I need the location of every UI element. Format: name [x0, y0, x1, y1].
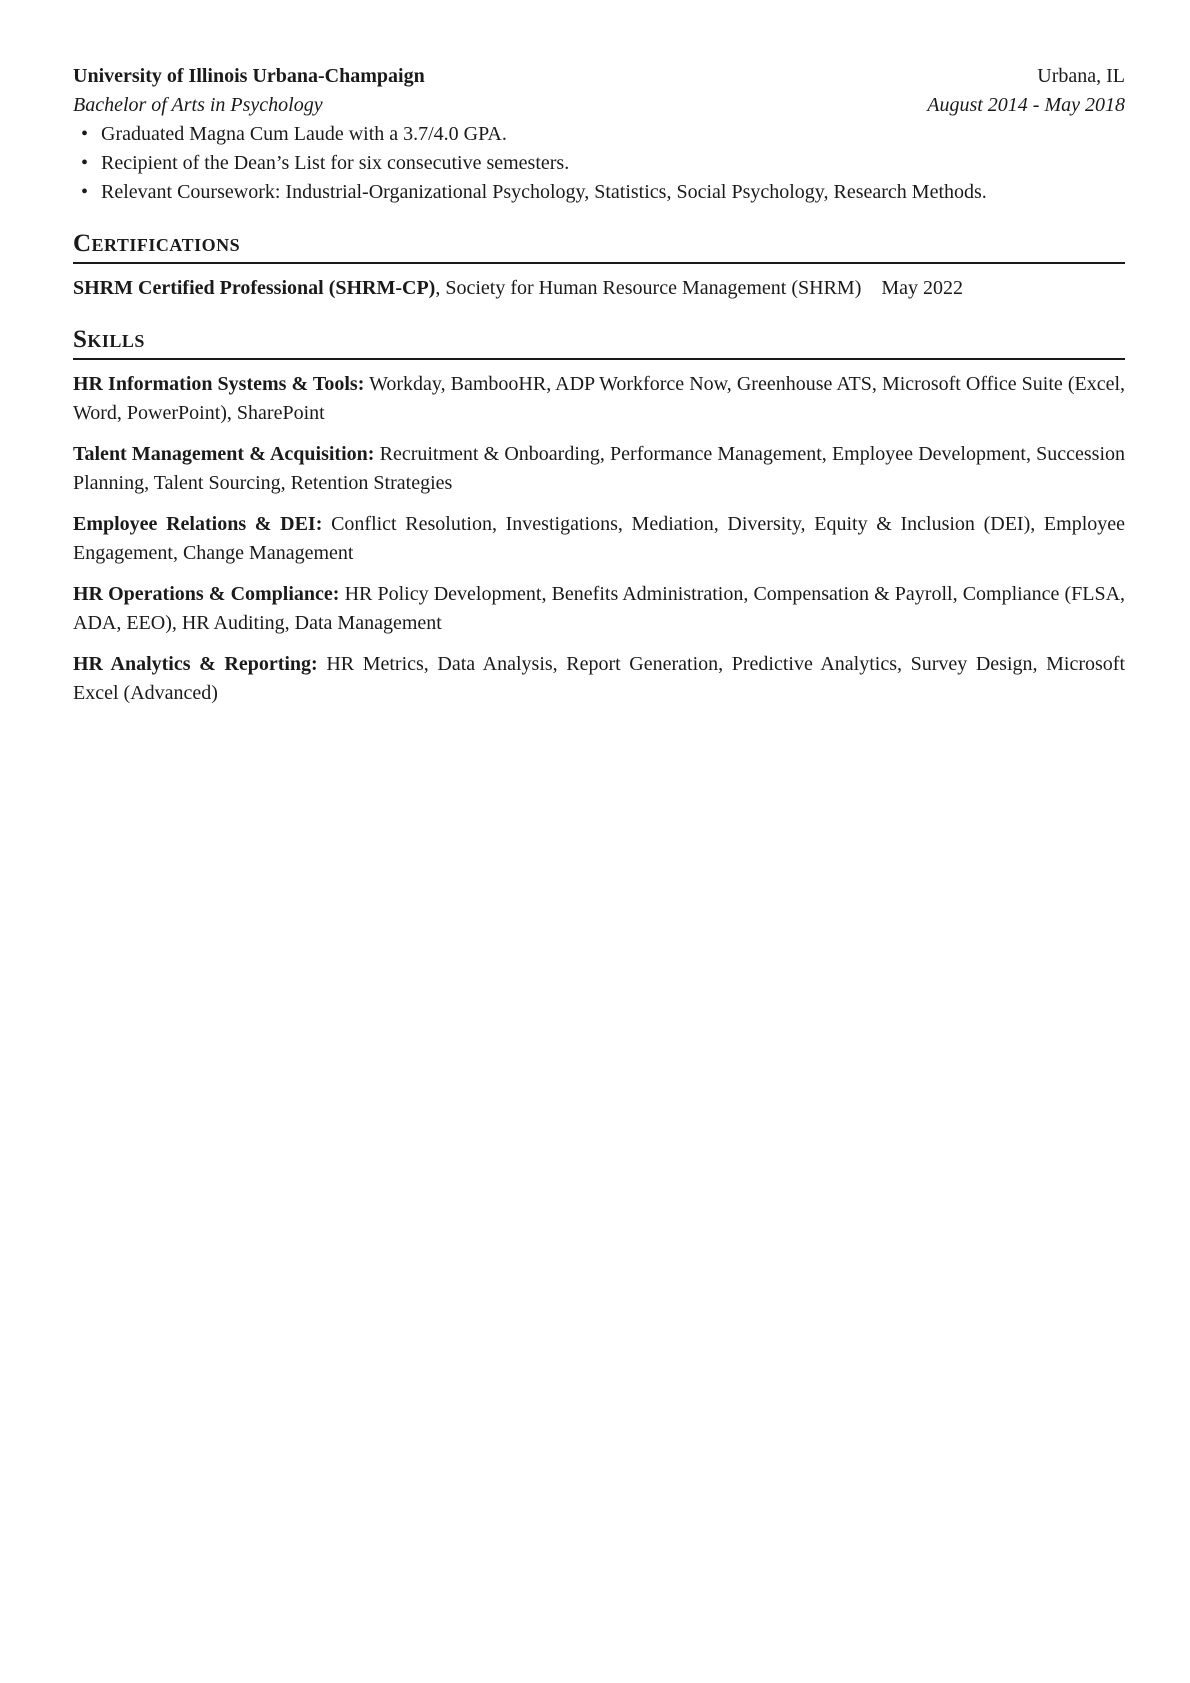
skill-group-text: Conflict Resolution, Investigations, Mediation, Diversity, Equity & Inclusion (DEI), Employee Engagement, Change Management [73, 513, 1126, 564]
skill-group [73, 370, 1125, 428]
education-dates: August 2014 - May 2018 [927, 94, 1125, 116]
education-header-row [73, 62, 1125, 91]
skill-group-text: Workday, BambooHR, ADP Workforce Now, Greenhouse ATS, Microsoft Office Suite (Excel, Word, PowerPoint), SharePoint [73, 373, 1126, 424]
education-bullet-list [73, 120, 1125, 207]
skills-heading: Skills [73, 325, 1125, 360]
skill-group-label: HR Information Systems & Tools: [73, 373, 365, 395]
skill-group [73, 580, 1125, 638]
certification-date: May 2022 [881, 277, 964, 299]
skill-group [73, 440, 1125, 498]
skill-group-label: Talent Management & Acquisition: [73, 443, 375, 465]
skill-group-label: Employee Relations & DEI: [73, 513, 323, 535]
skill-group [73, 650, 1125, 708]
certifications-heading: Certifications [73, 229, 1125, 264]
skills-section [73, 370, 1125, 708]
resume-page [73, 62, 1125, 720]
skill-group-text: Recruitment & Onboarding, Performance Management, Employee Development, Succession Planning, Talent Sourcing, Retention Strategies [73, 443, 1126, 494]
degree-title: Bachelor of Arts in Psychology [73, 94, 323, 116]
education-bullet: • Recipient of the Dean’s List for six consecutive semesters. [73, 149, 1125, 178]
skill-group-label: HR Operations & Compliance: [73, 583, 340, 605]
education-bullet: • Relevant Coursework: Industrial-Organizational Psychology, Statistics, Social Psychology, Research Methods. [73, 178, 1125, 207]
certification-issuer: , Society for Human Resource Management (SHRM) [435, 277, 862, 299]
certification-name: SHRM Certified Professional (SHRM-CP) [73, 277, 436, 299]
skill-group [73, 510, 1125, 568]
skill-group-text: HR Metrics, Data Analysis, Report Generation, Predictive Analytics, Survey Design, Microsoft Excel (Advanced) [73, 653, 1125, 704]
certifications-section [73, 274, 1125, 303]
education-entry [73, 62, 1125, 207]
education-bullet: • Graduated Magna Cum Laude with a 3.7/4.0 GPA. [73, 120, 1125, 149]
certification-item [73, 274, 1125, 303]
skill-group-text: HR Policy Development, Benefits Administration, Compensation & Payroll, Compliance (FLSA, ADA, EEO), HR Auditing, Data Management [73, 583, 1126, 634]
school-location: Urbana, IL [1037, 65, 1125, 87]
skill-group-label: HR Analytics & Reporting: [73, 653, 318, 675]
education-subheader-row [73, 91, 1125, 120]
school-name: University of Illinois Urbana-Champaign [73, 65, 425, 87]
